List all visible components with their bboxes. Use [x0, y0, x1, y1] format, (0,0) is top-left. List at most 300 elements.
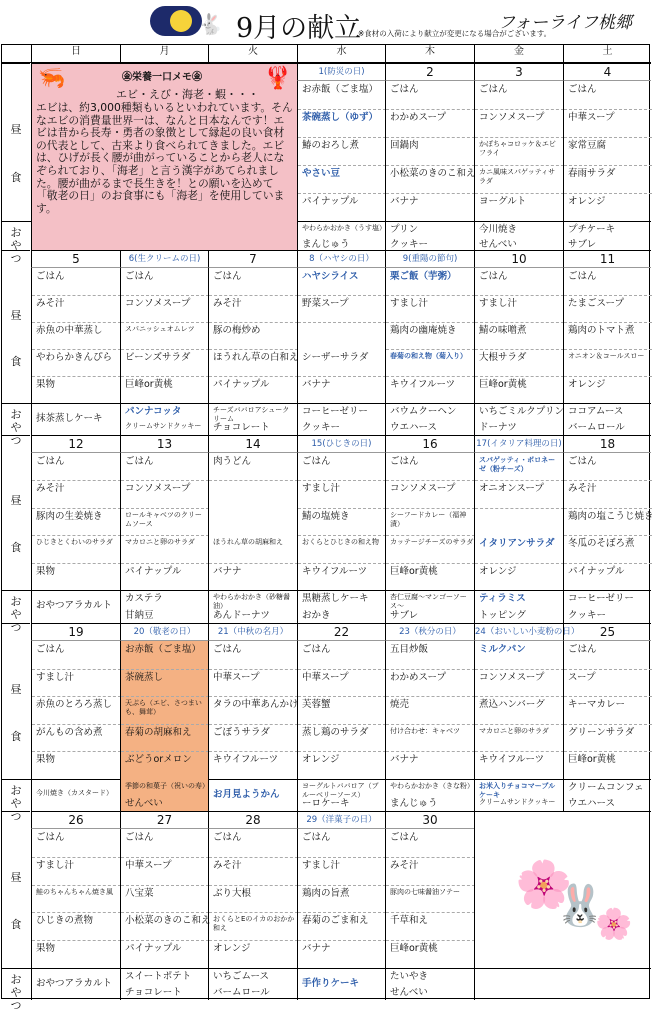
day-number: 4: [563, 63, 651, 81]
item-separator: [386, 295, 475, 296]
day-number: 6(生クリームの日): [120, 250, 208, 268]
item-separator: [475, 563, 564, 564]
day-number: 28: [208, 811, 297, 829]
item-separator: [298, 480, 386, 481]
snack-item: ウエハース: [390, 422, 438, 433]
item-separator: [121, 563, 209, 564]
day-number: 3: [474, 63, 563, 81]
lunch-item: かぼちゃコロッケ＆エビフライ: [479, 140, 556, 157]
item-separator: [298, 165, 386, 166]
item-separator: [564, 322, 652, 323]
snack-label-char: つ: [10, 252, 22, 265]
snack-item: プチケーキ: [568, 224, 616, 235]
lunch-item: ごはん: [568, 84, 597, 95]
lunch-item: すまし汁: [390, 298, 429, 309]
snack-item: せんべい: [479, 238, 517, 250]
lunch-label: [2, 811, 30, 1012]
snack-item: ウエハース: [568, 798, 616, 809]
day-column: [208, 829, 297, 1000]
snack-item: お月見ようかん: [213, 788, 280, 800]
lunch-item: オレンジ: [213, 943, 251, 955]
lunch-item: 中華スープ: [302, 671, 349, 683]
item-separator: [121, 508, 209, 509]
day-number: 13: [120, 435, 208, 453]
lunch-item: 春菊のごま和え: [302, 915, 369, 927]
item-separator: [386, 857, 475, 858]
lunch-item: オレンジ: [302, 754, 340, 766]
day-number: 24（おいしい小麦粉の日）: [474, 623, 563, 641]
weekday-header-corner: [2, 45, 31, 63]
lunch-label: [2, 250, 30, 447]
lunch-item: ぶどうorメロン: [125, 754, 192, 766]
snack-item: やわらかおかき（きな粉）: [390, 782, 474, 790]
lunch-item: わかめスープ: [390, 112, 447, 123]
day-column: [297, 81, 385, 250]
item-separator: [386, 349, 475, 350]
lunch-label-char: 食: [10, 170, 22, 184]
item-separator: [386, 696, 475, 697]
item-separator: [386, 376, 475, 377]
lunch-item: 天ぷら（エビ、さつまいも、舞茸）: [125, 699, 202, 717]
lunch-item: 蒸し鶏のサラダ: [302, 726, 369, 738]
item-separator: [121, 696, 209, 697]
item-separator: [386, 940, 475, 941]
lunch-item: バナナ: [213, 565, 242, 577]
item-separator: [209, 349, 298, 350]
lobster-icon: 🦞: [264, 66, 292, 91]
snack-label-char: お: [10, 784, 22, 797]
lunch-item: ロールキャベツのクリームソース: [125, 510, 202, 528]
lunch-item: カッテージチーズのサラダ: [390, 538, 474, 547]
weekday-header: 木: [385, 45, 474, 63]
item-separator: [475, 669, 564, 670]
item-separator: [209, 912, 298, 913]
lunch-item: ごぼうサラダ: [213, 726, 270, 738]
lunch-item: すまし汁: [36, 671, 75, 683]
snack-item: コーヒーゼリー: [302, 406, 368, 417]
snack-label-char: つ: [10, 621, 22, 634]
lunch-item: ごはん: [390, 832, 419, 843]
lunch-label-char: 昼: [10, 494, 22, 508]
snack-label-char: や: [10, 986, 22, 999]
day-number: 7: [208, 250, 297, 268]
item-separator: [386, 751, 475, 752]
item-separator: [121, 480, 209, 481]
item-separator: [121, 912, 209, 913]
day-column: [474, 641, 563, 811]
item-separator: [121, 669, 209, 670]
lunch-label-char: 食: [10, 354, 22, 368]
item-separator: [564, 696, 652, 697]
snack-item: クリームコンフェ: [568, 782, 644, 793]
lunch-item: コンソメスープ: [125, 298, 191, 309]
lunch-label-char: 食: [10, 729, 22, 743]
item-separator: [298, 295, 386, 296]
day-number: 30: [385, 811, 474, 829]
lunch-item: 果物: [36, 379, 56, 390]
brand-logo: フォーライフ桃郷: [498, 13, 633, 33]
day-number: 25: [563, 623, 651, 641]
lunch-item: ごはん: [36, 832, 65, 843]
lunch-item: 鯖の味噌煮: [479, 325, 527, 336]
snack-item: チョコレート: [213, 422, 270, 433]
day-number: 1(防災の日): [297, 63, 385, 81]
snack-item: ーロケーキ: [302, 798, 350, 809]
lunch-label-char: 昼: [10, 123, 22, 137]
lunch-item: 春菊の和え物（菊入り）: [390, 352, 467, 360]
lunch-item: 巨峰or黄桃: [390, 943, 438, 955]
lunch-item: ごはん: [36, 644, 65, 655]
lunch-item: 付け合わせ：キャベツ: [390, 726, 460, 735]
nutrition-memo: [31, 63, 297, 250]
moon-icon: [150, 6, 202, 36]
lunch-item: 鶏肉の塩こうじ焼き: [568, 510, 654, 522]
item-separator: [386, 724, 475, 725]
item-separator: [32, 912, 121, 913]
lunch-item: オニオンスープ: [479, 483, 544, 495]
item-separator: [298, 857, 386, 858]
lunch-item: コンソメスープ: [125, 483, 191, 495]
lunch-item: すまし汁: [479, 298, 518, 309]
item-separator: [209, 669, 298, 670]
lunch-item: バナナ: [390, 196, 419, 207]
item-separator: [564, 535, 652, 536]
snack-label-char: や: [10, 421, 22, 434]
lunch-item: ごはん: [36, 271, 65, 282]
item-separator: [386, 508, 475, 509]
lunch-item: お赤飯（ごま塩）: [302, 84, 379, 95]
lunch-item: みそ汁: [36, 483, 65, 495]
lunch-item: キウイフルーツ: [479, 754, 545, 766]
lunch-item: やさい豆: [302, 168, 341, 179]
lunch-item: グリーンサラダ: [568, 726, 635, 738]
item-separator: [298, 912, 386, 913]
item-separator: [564, 109, 652, 110]
item-separator: [209, 563, 298, 564]
lunch-item: ハヤシライス: [302, 271, 359, 282]
lunch-item: オニオン＆コールスロー: [568, 352, 645, 360]
day-column: [474, 453, 563, 623]
item-separator: [298, 376, 386, 377]
lunch-item: 五目炒飯: [390, 644, 429, 655]
lunch-item: ごはん: [213, 271, 242, 282]
lunch-label: [2, 623, 30, 823]
lunch-item: みそ汁: [213, 859, 242, 871]
shrimp-icon: 🦐: [38, 66, 66, 91]
snack-label-char: お: [10, 595, 22, 608]
lunch-item: ごはん: [479, 84, 508, 95]
item-separator: [298, 751, 386, 752]
lunch-item: 千草和え: [390, 915, 429, 927]
item-separator: [564, 751, 652, 752]
day-number: 10: [474, 250, 563, 268]
snack-item: あんドーナツ: [213, 609, 270, 621]
lunch-item: お赤飯（ごま塩）: [125, 644, 202, 655]
snack-label-char: や: [10, 797, 22, 810]
lunch-item: すまし汁: [302, 483, 341, 495]
lunch-item: 果物: [36, 565, 56, 577]
day-number: 9(重陽の節句): [385, 250, 474, 268]
lunch-item: ビーンズサラダ: [125, 352, 191, 363]
item-separator: [475, 165, 564, 166]
snack-item: 手作りケーキ: [302, 977, 360, 989]
lunch-item: 鶏肉のトマト煮: [568, 325, 635, 336]
lunch-label-char: 昼: [10, 308, 22, 322]
day-column: [31, 268, 120, 435]
snack-item: サブレ: [390, 609, 419, 621]
item-separator: [32, 857, 121, 858]
item-separator: [564, 376, 652, 377]
item-separator: [121, 751, 209, 752]
item-separator: [298, 940, 386, 941]
item-separator: [298, 109, 386, 110]
day-number: 23（秋分の日）: [385, 623, 474, 641]
day-number: 2: [385, 63, 474, 81]
day-column: [385, 81, 474, 250]
snack-item: 抹茶蒸しケーキ: [36, 412, 103, 424]
lunch-item: 野菜スープ: [302, 298, 349, 309]
item-separator: [298, 669, 386, 670]
header-note: ※食材の入荷により献立が変更になる場合がございます。: [358, 29, 552, 38]
day-number: 20（敬老の日）: [120, 623, 208, 641]
item-separator: [32, 480, 121, 481]
item-separator: [298, 563, 386, 564]
day-column: [208, 268, 297, 435]
lunch-item: パイナップル: [302, 196, 359, 207]
day-column: [385, 829, 474, 1000]
lunch-label-char: 食: [10, 540, 22, 554]
lunch-item: ごはん: [568, 644, 597, 655]
lunch-item: がんもの含め煮: [36, 726, 103, 738]
day-number: 22: [297, 623, 385, 641]
snack-item: いちごミルクプリン: [479, 406, 564, 417]
lunch-item: キウイフルーツ: [390, 379, 456, 390]
lunch-item: 栗ご飯（芋粥）: [390, 271, 457, 282]
snack-item: せんべい: [390, 987, 428, 998]
item-separator: [564, 165, 652, 166]
lunch-item: 冬瓜のそぼろ煮: [568, 538, 635, 550]
lunch-item: 大根サラダ: [479, 352, 527, 363]
lunch-item: イタリアンサラダ: [479, 538, 555, 550]
lunch-item: 中華スープ: [125, 859, 172, 871]
snack-item: スイートポテト: [125, 971, 192, 982]
lunch-item: コンソメスープ: [479, 112, 545, 123]
item-separator: [32, 349, 121, 350]
lunch-item: 鶏肉の幽庵焼き: [390, 325, 457, 336]
item-separator: [386, 322, 475, 323]
lunch-item: ごはん: [302, 456, 331, 467]
weekday-header: 月: [120, 45, 208, 63]
snack-item: コーヒーゼリー: [568, 593, 634, 604]
lunch-item: おくらとひじきの和え物: [302, 538, 379, 547]
snack-label-char: お: [10, 973, 22, 986]
item-separator: [32, 885, 121, 886]
lunch-item: キウイフルーツ: [302, 565, 368, 577]
item-separator: [475, 751, 564, 752]
lunch-item: 鰆のおろし煮: [302, 140, 360, 151]
lunch-item: 茶碗蒸し: [125, 671, 164, 683]
snack-label-char: つ: [10, 810, 22, 823]
item-separator: [32, 751, 121, 752]
item-separator: [475, 193, 564, 194]
item-separator: [386, 669, 475, 670]
lunch-item: 回鍋肉: [390, 140, 419, 151]
day-column: [474, 81, 563, 250]
snack-item: サブレ: [568, 238, 597, 250]
lunch-item: シーフードカレー（福神漬）: [390, 510, 467, 528]
snack-item: トッピング: [479, 609, 527, 621]
item-separator: [32, 322, 121, 323]
item-separator: [209, 940, 298, 941]
snack-label-char: つ: [10, 434, 22, 447]
lunch-label-char: 昼: [10, 682, 22, 696]
lunch-item: パイナップル: [125, 943, 182, 955]
item-separator: [32, 295, 121, 296]
snack-item: やわらかおかき（うす塩）: [302, 224, 386, 232]
item-separator: [475, 322, 564, 323]
item-separator: [564, 669, 652, 670]
snack-item: チョコレート: [125, 987, 182, 998]
item-separator: [475, 508, 564, 509]
flower-icon: 🌸: [515, 857, 573, 911]
item-separator: [475, 295, 564, 296]
day-column: [563, 641, 651, 811]
lunch-item: ごはん: [390, 84, 419, 95]
snack-label-char: お: [10, 226, 22, 239]
item-separator: [121, 376, 209, 377]
lunch-item: 赤魚のとろろ蒸し: [36, 699, 113, 711]
item-separator: [209, 480, 298, 481]
lunch-item: 家常豆腐: [568, 140, 607, 151]
item-separator: [32, 535, 121, 536]
item-separator: [564, 480, 652, 481]
weekday-header: 水: [297, 45, 385, 63]
lunch-item: スパニッシュオムレツ: [125, 325, 195, 333]
snack-item: まんじゅう: [390, 798, 438, 809]
lunch-item: スパゲッティ・ボロネーゼ（粉チーズ）: [479, 456, 556, 473]
item-separator: [564, 724, 652, 725]
lunch-item: みそ汁: [390, 859, 419, 871]
item-separator: [564, 349, 652, 350]
lunch-item: 果物: [36, 943, 56, 955]
day-column: [120, 453, 208, 623]
lunch-item: タラの中華あんかけ: [213, 699, 299, 711]
item-separator: [121, 857, 209, 858]
snack-item: おやつアラカルト: [36, 977, 113, 989]
snack-item: バームロール: [568, 422, 625, 433]
lunch-item: 豚肉の七味醤油ソテー: [390, 887, 460, 896]
day-column: [208, 641, 297, 811]
day-column: [120, 641, 208, 811]
snack-item: おやつアラカルト: [36, 599, 113, 611]
snack-item: 今川焼き: [479, 224, 518, 235]
header: [0, 0, 651, 44]
lunch-item: ごはん: [302, 644, 331, 655]
memo-subtitle: エビ・えび・海老・蝦・・・: [116, 88, 259, 101]
lunch-item: 春雨サラダ: [568, 168, 616, 179]
lunch-item: 豚の梅炒め: [213, 325, 261, 336]
item-separator: [209, 857, 298, 858]
item-separator: [475, 109, 564, 110]
day-column: [563, 453, 654, 623]
lunch-item: 赤魚の中華蒸し: [36, 325, 103, 336]
item-separator: [209, 295, 298, 296]
lunch-item: すまし汁: [302, 859, 341, 871]
lunch-item: パイナップル: [125, 565, 182, 577]
snack-item: 季節の和菓子（祝いの寿）: [125, 782, 209, 790]
lunch-label: [2, 435, 30, 634]
day-column: [31, 829, 120, 1000]
weekday-header: 土: [563, 45, 651, 63]
day-number: 11: [563, 250, 651, 268]
day-number: 26: [31, 811, 120, 829]
lunch-item: わかめスープ: [390, 671, 447, 683]
snack-item: 今川焼き（カスタード）: [36, 788, 113, 797]
lunch-item: 鮭のちゃんちゃん焼き風: [36, 887, 113, 896]
lunch-item: 巨峰or黄桃: [479, 379, 527, 390]
lunch-item: オレンジ: [479, 565, 517, 577]
snack-item: バームロール: [213, 987, 270, 998]
item-separator: [386, 137, 475, 138]
day-column: [385, 268, 474, 435]
lunch-item: パイナップル: [568, 565, 625, 577]
lunch-item: 焼売: [390, 699, 410, 711]
day-number: 17(イタリア料理の日): [474, 435, 563, 453]
lunch-item: すまし汁: [36, 859, 75, 871]
snack-item: 杏仁豆腐～マンゴーソース～: [390, 593, 467, 610]
item-separator: [298, 193, 386, 194]
lunch-item: カニ風味スパゲッティサラダ: [479, 168, 556, 185]
snack-label-char: や: [10, 239, 22, 252]
item-separator: [32, 669, 121, 670]
lunch-item: ごはん: [568, 456, 597, 467]
snack-item: クッキー: [302, 422, 341, 433]
item-separator: [121, 349, 209, 350]
item-separator: [386, 165, 475, 166]
snack-item: クッキー: [390, 238, 429, 250]
snack-item: クッキー: [568, 609, 607, 621]
memo-body: エビは、約3,000種類もいるといわれています。そんなエビの消費量世界一は、なんと日本なんです！エビは昔から長寿・勇者の象徴として縁起の良い食材の代表として、古来より食べられてきました。エビは、ひげが長く腰が曲がっていることから老人になぞられており、「海老」と言う漢字があてられました。腰が曲がるまで長生きを！との願いを込めて「敬老の日」のお食事にも「海老」を使用しています。: [36, 101, 293, 215]
lunch-item: ごはん: [568, 271, 597, 282]
day-number: 27: [120, 811, 208, 829]
day-number: 16: [385, 435, 474, 453]
snack-label-char: つ: [10, 999, 22, 1012]
lunch-item: 鯖の塩焼き: [302, 510, 350, 522]
lunch-item: キーマカレー: [568, 699, 626, 711]
memo-title: ㊎栄養一口メモ㊎: [122, 72, 202, 83]
lunch-label-char: 食: [10, 918, 22, 932]
lunch-item: 小松菜のきのこ和え: [125, 915, 211, 927]
lunch-item: スープ: [568, 671, 596, 683]
item-separator: [386, 480, 475, 481]
day-column: [31, 453, 120, 623]
lunch-item: ごはん: [125, 456, 154, 467]
lunch-item: ひじきとくわいのサラダ: [36, 538, 113, 547]
lunch-item: ごはん: [213, 832, 242, 843]
item-separator: [121, 885, 209, 886]
lunch-item: やわらかきんぴら: [36, 352, 113, 363]
lunch-item: みそ汁: [568, 483, 597, 495]
lunch-item: ごはん: [125, 832, 154, 843]
lunch-item: バナナ: [302, 943, 331, 955]
lunch-item: みそ汁: [213, 298, 242, 309]
lunch-item: 春菊の胡麻和え: [125, 726, 192, 738]
lunch-item: たまごスープ: [568, 298, 625, 309]
weekday-header: 火: [208, 45, 297, 63]
lunch-item: 小松菜のきのこ和え: [390, 168, 476, 179]
lunch-item: パイナップル: [213, 379, 270, 390]
item-separator: [386, 535, 475, 536]
